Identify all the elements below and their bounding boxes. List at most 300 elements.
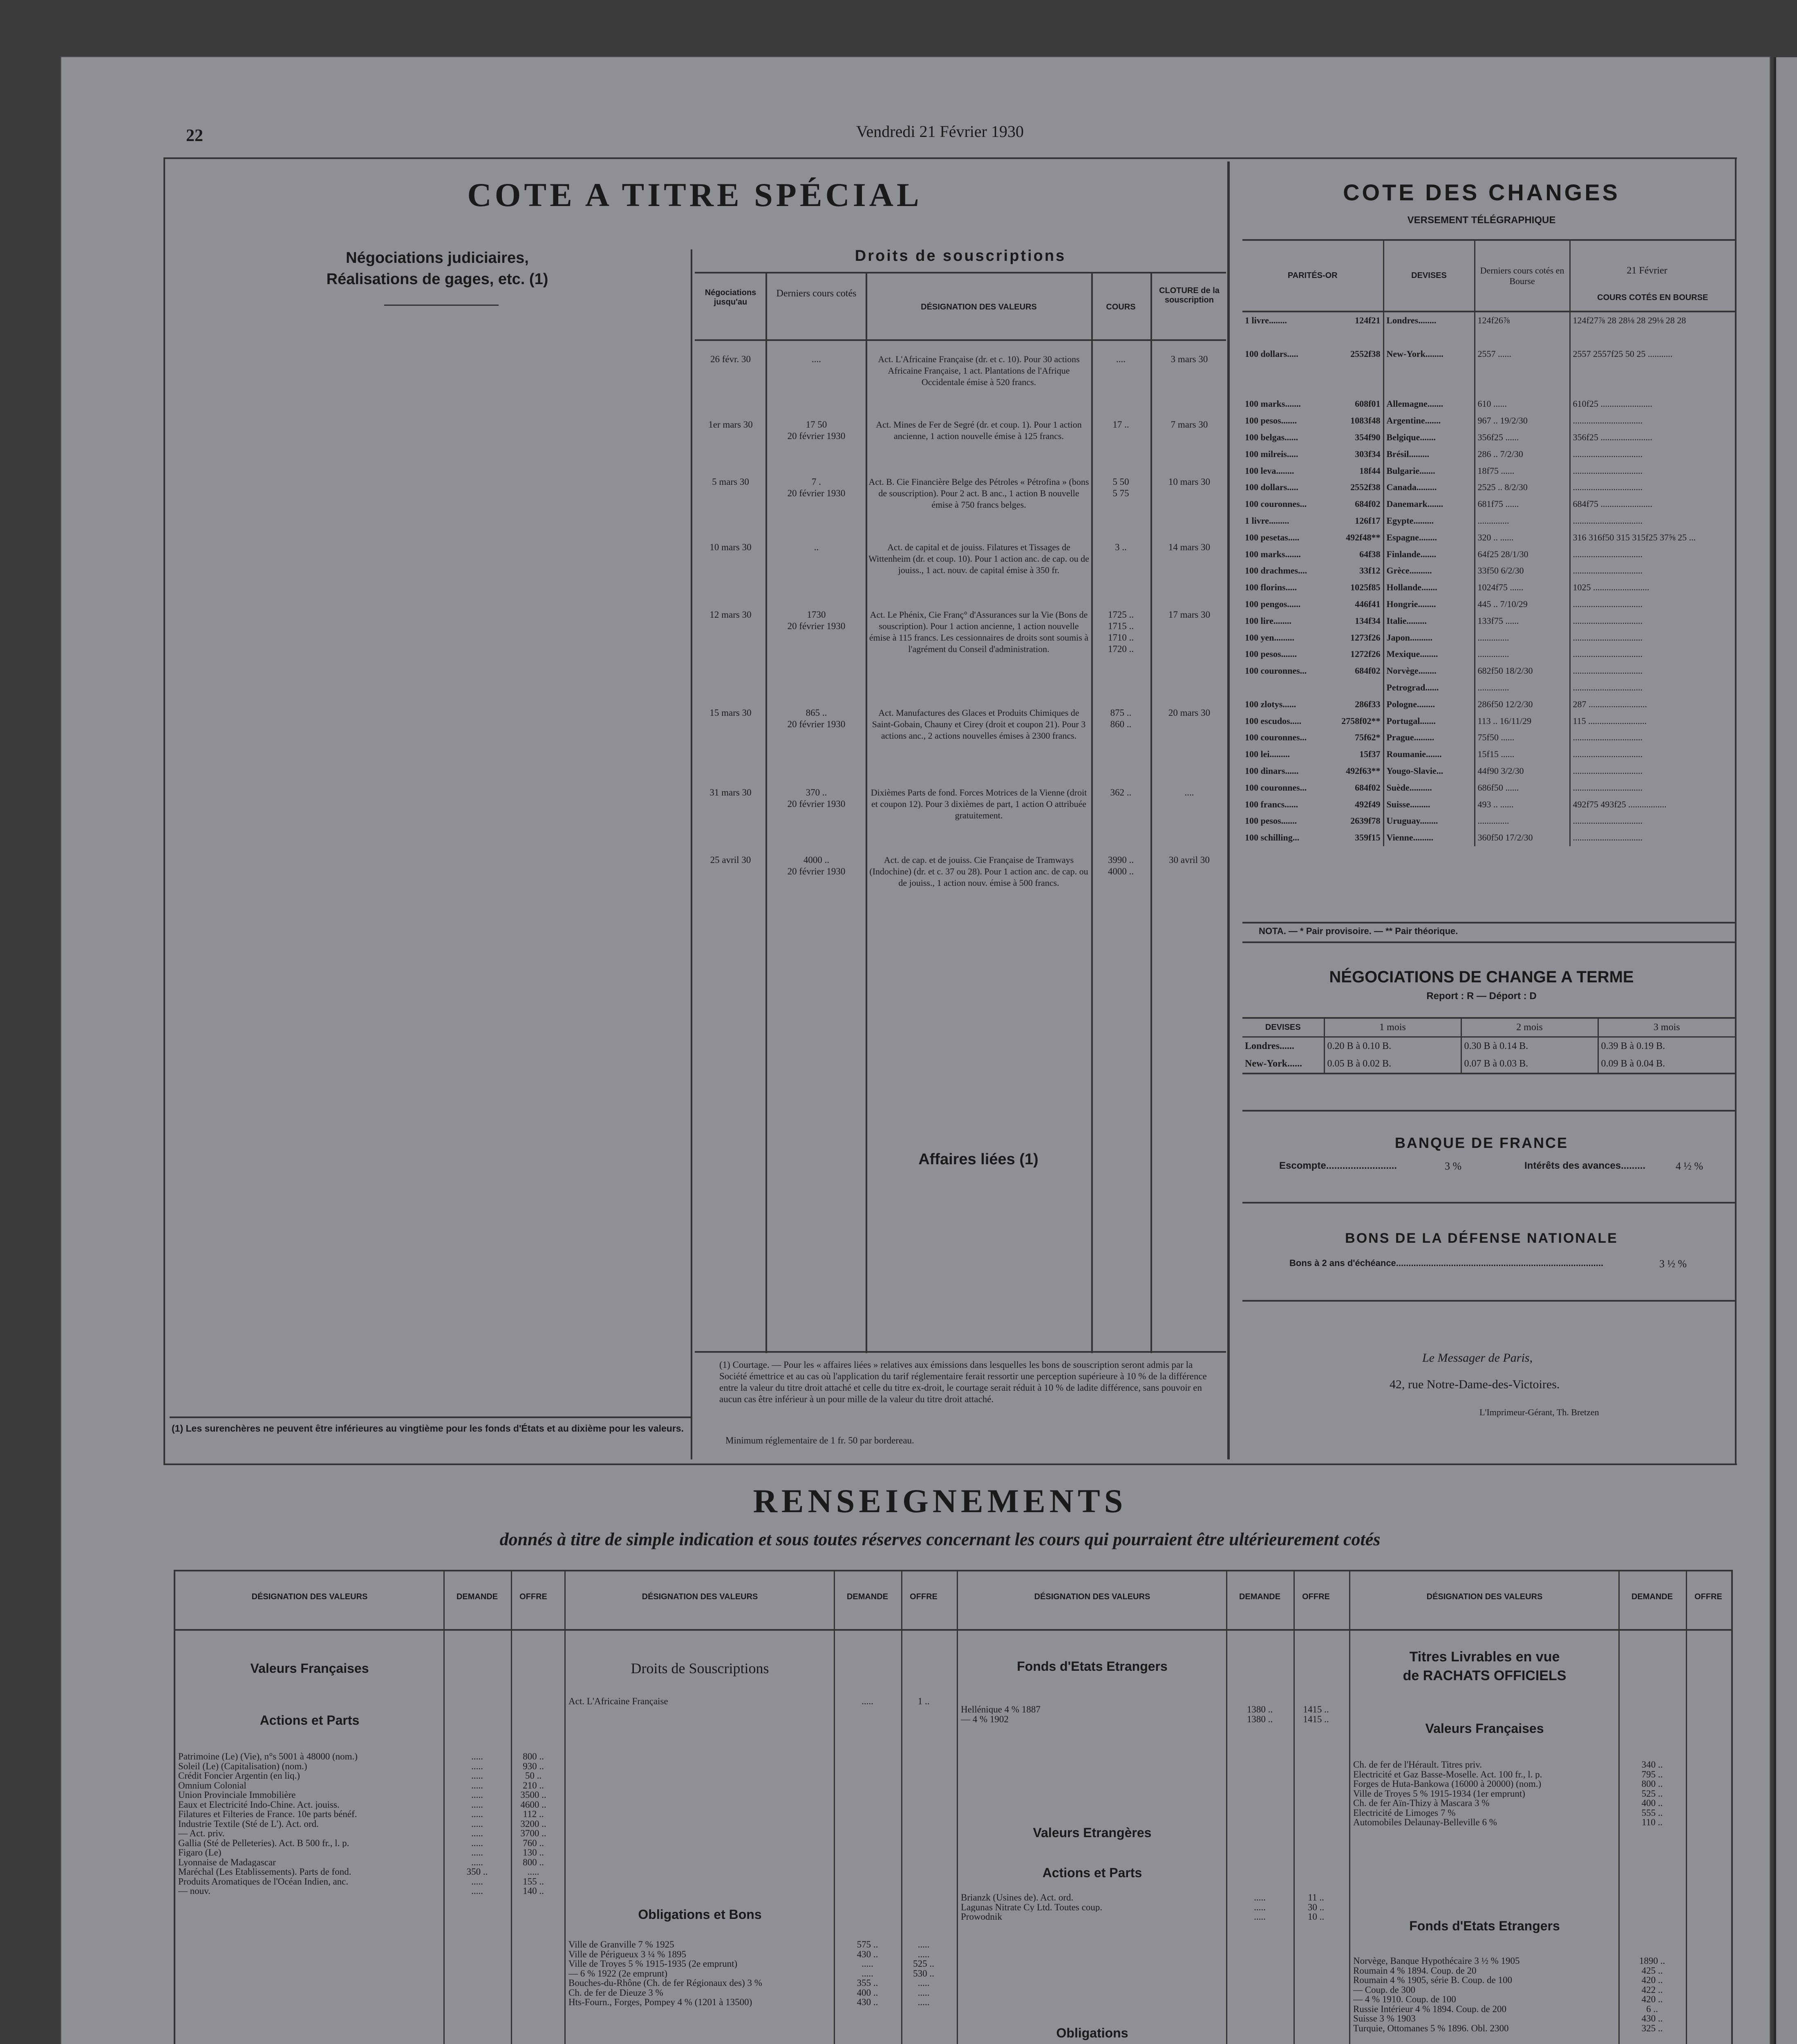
- terme-title: NÉGOCIATIONS DE CHANGE A TERME: [1329, 968, 1634, 986]
- rens1-row-demande: .....: [471, 1800, 483, 1809]
- currency-name: Vienne.........: [1383, 829, 1475, 846]
- changes-nota: NOTA. — * Pair provisoire. — ** Pair théorique.: [1259, 926, 1458, 936]
- rens1-row-demande: .....: [471, 1819, 483, 1829]
- quotes-today: ...............................: [1573, 782, 1643, 793]
- escompte-label: Escompte..........................: [1279, 1160, 1397, 1171]
- rens4a-row-name: Electricité et Gaz Basse-Moselle. Act. 100 fr., l. p.: [1353, 1769, 1542, 1779]
- judicial-heading-line1: Négociations judiciaires,: [346, 249, 529, 267]
- parity-unit: 100 pesos.......: [1245, 649, 1297, 659]
- droits-row-designation: Act. L'Africaine Française (dr. et c. 10). Pour 30 actions Africaine Française, 1 act. Plantations de l'Afrique Occidentale émise à 520 francs.: [878, 354, 1080, 387]
- last-quote: 15f15 ......: [1475, 746, 1570, 763]
- rens1-row-demande: .....: [471, 1771, 483, 1780]
- droits-row-last-price: ....: [812, 354, 821, 364]
- rens1-row-name: Gallia (Sté de Pelleteries). Act. B 500 fr., l. p.: [178, 1838, 349, 1848]
- droits-row-designation: Act. Le Phénix, Cie Franç° d'Assurances sur la Vie (Bons de souscription). Pour 1 action ancienne, 1 action nouvelle émise à 115 francs. Les cessionnaires de droits sont soumis à l'agrément du Conseil d'administration.: [869, 610, 1089, 654]
- quotes-today: ...............................: [1573, 816, 1643, 826]
- currency-name: Prague.........: [1383, 729, 1475, 746]
- changes-row: [1242, 529, 1735, 546]
- rens1-row-offre: 3200 ..: [520, 1819, 546, 1829]
- terme-col-1mois: 1 mois: [1324, 1018, 1461, 1037]
- droits-row-designation: Act. B. Cie Financière Belge des Pétroles « Pétrofina » (bons de souscription). Pour 2 act. B anc., 1 action B nouvelle émise à 750 francs belges.: [868, 477, 1089, 510]
- parity-unit: 100 pengos......: [1245, 598, 1301, 609]
- bons-title: BONS DE LA DÉFENSE NATIONALE: [1345, 1230, 1618, 1246]
- changes-row: [1242, 763, 1735, 780]
- currency-name: Egypte.........: [1383, 513, 1475, 529]
- changes-row: [1242, 629, 1735, 646]
- parity-value: 2639f78: [1350, 816, 1381, 826]
- currency-name: Bulgarie.......: [1383, 462, 1475, 479]
- parity-value: 1083f48: [1350, 415, 1381, 426]
- droits-row-date: 25 avril 30: [710, 855, 751, 865]
- parity-value: 608f01: [1355, 399, 1381, 409]
- changes-col-derniers: Derniers cours cotés en Bourse: [1475, 241, 1570, 312]
- terme-rate: 0.09 B à 0.04 B.: [1601, 1058, 1665, 1069]
- rens4a-row-name: Ch. de fer de l'Hérault. Titres priv.: [1353, 1760, 1482, 1769]
- rens-heading-valeurs-francaises: Valeurs Françaises: [250, 1661, 369, 1676]
- rens2b-row-name: Bouches-du-Rhône (Ch. de fer Régionaux des) 3 %: [568, 1978, 762, 1988]
- rens3a-row-offre: 1415 ..: [1303, 1705, 1329, 1714]
- rens3b-row-offre: 11 ..: [1308, 1893, 1324, 1902]
- parity-value: 492f63**: [1346, 765, 1381, 776]
- affaires-liees-heading: Affaires liées (1): [918, 1151, 1038, 1168]
- changes-date-label: 21 Février: [1627, 265, 1667, 276]
- imprint-line2: 42, rue Notre-Dame-des-Victoires.: [1390, 1378, 1560, 1391]
- changes-row: [1242, 813, 1735, 829]
- changes-row: [1242, 696, 1735, 713]
- last-quote: ..............: [1475, 629, 1570, 646]
- rens-heading-actions-parts: Actions et Parts: [260, 1713, 360, 1728]
- changes-rule-bottom: [1242, 922, 1735, 923]
- terme-rate: 0.05 B à 0.02 B.: [1324, 1055, 1461, 1074]
- last-quote: ..............: [1475, 646, 1570, 663]
- changes-row: [1242, 312, 1735, 329]
- droits-row-cloture: 3 mars 30: [1170, 354, 1208, 364]
- left-frame-line: [163, 157, 165, 1464]
- rens4b-row-demande: 325 ..: [1641, 2023, 1663, 2033]
- quotes-today: ...............................: [1573, 682, 1643, 693]
- rens-col-designation: DÉSIGNATION DES VALEURS: [1426, 1592, 1543, 1601]
- quotes-today: [1570, 379, 1735, 396]
- rens4b-row-name: — 4 % 1910. Coup. de 100: [1353, 1995, 1456, 2004]
- banque-rule-top: [1242, 1110, 1735, 1112]
- droits-row-last-price: 17 50 20 février 1930: [787, 419, 846, 441]
- rens1-row-demande: .....: [471, 1761, 483, 1771]
- rens2b-row-offre: .....: [918, 1940, 930, 1949]
- rens3b-row-demande: .....: [1254, 1912, 1266, 1921]
- last-quote: 682f50 18/2/30: [1475, 663, 1570, 679]
- changes-separator: [1227, 161, 1230, 1459]
- rens1-row-demande: .....: [471, 1780, 483, 1790]
- droits-rule-header: [695, 339, 1226, 341]
- courtage-minimum: Minimum réglementaire de 1 fr. 50 par bordereau.: [725, 1435, 914, 1446]
- parity-unit: 100 marks.......: [1245, 399, 1301, 409]
- rens4a-row-name: Ville de Troyes 5 % 1915-1934 (1er emprunt): [1353, 1788, 1525, 1798]
- rens1-row-demande: .....: [471, 1876, 483, 1886]
- last-quote: 681f75 ......: [1475, 496, 1570, 513]
- rens4a-row-demande: 795 ..: [1641, 1769, 1663, 1779]
- rens2a-row-name: Act. L'Africaine Française: [568, 1697, 668, 1706]
- rens1-row-offre: 3500 ..: [520, 1790, 546, 1800]
- terme-table-wrap: [1242, 1017, 1735, 1074]
- changes-row: [1242, 746, 1735, 763]
- rens1-row-offre: 800 ..: [523, 1752, 544, 1761]
- section-rule: [163, 1464, 1737, 1465]
- last-quote: ..............: [1475, 513, 1570, 529]
- terme-row: [1242, 1055, 1735, 1074]
- rens2b-row-demande: 400 ..: [857, 1988, 878, 1997]
- rens2b-row-demande: 430 ..: [857, 1997, 878, 2007]
- changes-row: [1242, 796, 1735, 813]
- changes-row: [1242, 563, 1735, 579]
- last-quote: 493 .. ......: [1475, 796, 1570, 813]
- rens3b-row-offre: 30 ..: [1307, 1902, 1325, 1912]
- rens4b-row-name: Roumain 4 % 1894. Coup. de 20: [1353, 1966, 1477, 1975]
- parity-value: 1273f26: [1350, 632, 1381, 643]
- droits-rule-top: [695, 272, 1226, 273]
- rens-sep-column: [564, 1570, 566, 2044]
- terme-rate: 0.39 B à 0.19 B.: [1601, 1041, 1665, 1051]
- rens2b-row-demande: 430 ..: [857, 1949, 878, 1959]
- quotes-today: ...............................: [1573, 749, 1643, 760]
- changes-col-parites: PARITÉS-OR: [1242, 241, 1383, 312]
- changes-row: [1242, 663, 1735, 679]
- parity-value: 2758f02**: [1341, 715, 1381, 726]
- rens1-row-name: Lyonnaise de Madagascar: [178, 1857, 276, 1867]
- rens1-row-name: Union Provinciale Immobilière: [178, 1790, 296, 1800]
- rens1-row-offre: 760 ..: [523, 1838, 544, 1848]
- quotes-today: ...............................: [1573, 515, 1643, 526]
- parity-unit: 100 couronnes...: [1245, 782, 1307, 793]
- droits-row-last-price: ..: [814, 542, 819, 552]
- droits-col-sep-2: [866, 272, 867, 1353]
- rens-heading-rachats: Titres Livrables en vue de RACHATS OFFICIELS: [1403, 1649, 1567, 1683]
- quotes-today: ...............................: [1573, 482, 1643, 493]
- rens3a-row-demande: 1380 ..: [1246, 1705, 1273, 1714]
- parity-unit: 100 schilling...: [1245, 832, 1300, 843]
- rens1-row-name: Patrimoine (Le) (Vie), n°s 5001 à 48000 (nom.): [178, 1752, 358, 1761]
- judicial-heading: [213, 247, 662, 290]
- last-quote: ..............: [1475, 679, 1570, 696]
- terme-col-3mois: 3 mois: [1653, 1022, 1680, 1033]
- page-number: 22: [186, 126, 203, 145]
- quotes-today: ...............................: [1573, 465, 1643, 476]
- rens1-row-demande: .....: [471, 1829, 483, 1838]
- droits-row-date: 12 mars 30: [709, 610, 752, 620]
- rens-heading-valeurs-francaises-2: Valeurs Françaises: [1425, 1721, 1544, 1736]
- rens1-row-name: — Act. priv.: [178, 1829, 225, 1838]
- changes-row: [1242, 346, 1735, 363]
- changes-subtitle: VERSEMENT TÉLÉGRAPHIQUE: [1407, 215, 1556, 226]
- currency-name: Pologne........: [1383, 696, 1475, 713]
- parity-unit: 100 yen.........: [1245, 632, 1294, 643]
- droits-row-cloture: 17 mars 30: [1168, 610, 1211, 620]
- currency-name: Hongrie........: [1383, 596, 1475, 613]
- terme-row: [1242, 1037, 1735, 1056]
- droits-row-cloture: 10 mars 30: [1168, 477, 1211, 487]
- rens-col-demande: DEMANDE: [1239, 1592, 1281, 1601]
- currency-name: Belgique.......: [1383, 429, 1475, 446]
- quotes-today: ...............................: [1573, 415, 1643, 426]
- quotes-today: ...............................: [1573, 448, 1643, 459]
- rens-heading-droits: Droits de Souscriptions: [631, 1660, 769, 1676]
- rens2b-row-name: Ville de Granville 7 % 1925: [568, 1940, 674, 1949]
- quotes-today: 610f25 .......................: [1573, 399, 1652, 409]
- droits-row-designation: Act. de capital et de jouiss. Filatures et Tissages de Wittenheim (dr. et coup. 10). Pour 1 action anc. de cap. ou de jouiss., 1 act. nouv. de capital émise à 350 fr.: [868, 542, 1089, 575]
- rens1-row-demande: 350 ..: [466, 1867, 488, 1876]
- droits-row-cloture: 30 avril 30: [1169, 855, 1210, 865]
- droits-row-cours: 3990 .. 4000 ..: [1108, 855, 1134, 876]
- rens3b-row-demande: .....: [1254, 1893, 1266, 1902]
- last-quote: 360f50 17/2/30: [1475, 829, 1570, 846]
- rens-sep-offre: [1293, 1570, 1295, 2044]
- rens-col-offre: OFFRE: [910, 1592, 938, 1601]
- rens1-row-name: Filatures et Filteries de France. 10e parts bénéf.: [178, 1809, 357, 1819]
- changes-row: [1242, 646, 1735, 663]
- rens-col-demande: DEMANDE: [846, 1592, 888, 1601]
- rens1-row-name: Maréchal (Les Etablissements). Parts de fond.: [178, 1867, 351, 1876]
- rens-sep-offre: [1686, 1570, 1687, 2044]
- rens-heading-obligations-bons: Obligations et Bons: [638, 1907, 762, 1922]
- parity-value: 18f44: [1359, 465, 1381, 476]
- left-column-separator: [691, 249, 692, 1459]
- parity-unit: 100 drachmes....: [1245, 565, 1307, 576]
- rens-heading-obligations: Obligations: [1056, 2026, 1128, 2040]
- rens1-row-demande: .....: [471, 1752, 483, 1761]
- rens1-row-name: Crédit Foncier Argentin (en liq.): [178, 1771, 300, 1780]
- rens1-row-offre: 50 ..: [525, 1771, 542, 1780]
- rens4b-row-name: Suisse 3 % 1903: [1353, 2014, 1416, 2023]
- currency-name: Portugal.......: [1383, 713, 1475, 729]
- last-quote: 2557 ......: [1475, 346, 1570, 363]
- quotes-today: 115 ..........................: [1573, 715, 1647, 726]
- parity-unit: 100 marks.......: [1245, 549, 1301, 559]
- parity-unit: 1 livre........: [1245, 315, 1287, 326]
- droits-rule-bottom: [695, 1351, 1226, 1353]
- col-cloture: CLOTURE de la souscription: [1159, 286, 1220, 305]
- rens-col-designation: DÉSIGNATION DES VALEURS: [642, 1592, 758, 1601]
- quotes-today: 316 316f50 315 315f25 37⅝ 25 ...: [1573, 532, 1696, 542]
- droits-row-cours: 3 ..: [1115, 542, 1127, 552]
- changes-row: [1242, 596, 1735, 613]
- terme-rate: 0.20 B à 0.10 B.: [1324, 1037, 1461, 1056]
- page-date: Vendredi 21 Février 1930: [856, 122, 1024, 141]
- rens-heading-fonds-etats-2: Fonds d'Etats Etrangers: [1409, 1918, 1560, 1933]
- quotes-today: ...............................: [1573, 832, 1643, 843]
- rens-col-designation: DÉSIGNATION DES VALEURS: [1034, 1592, 1150, 1601]
- droits-row-cours: 1725 .. 1715 .. 1710 .. 1720 ..: [1108, 610, 1134, 654]
- currency-name: Uruguay........: [1383, 813, 1475, 829]
- droits-row-designation: Act. de cap. et de jouiss. Cie Française de Tramways (Indochine) (dr. et c. 37 ou 28). Pour 1 action anc. de cap. ou de jouiss., 1 action nouv. émise à 500 francs.: [869, 855, 1088, 888]
- quotes-today: [1570, 329, 1735, 346]
- parity-value: 124f21: [1355, 315, 1381, 326]
- currency-name: Roumanie.......: [1383, 746, 1475, 763]
- last-quote: 356f25 ......: [1475, 429, 1570, 446]
- rens2b-row-demande: .....: [862, 1968, 873, 1978]
- last-quote: ..............: [1475, 813, 1570, 829]
- currency-name: Norvège........: [1383, 663, 1475, 679]
- parity-value: 684f02: [1355, 499, 1381, 509]
- rens1-row-offre: 930 ..: [523, 1761, 544, 1771]
- rens2b-row-offre: .....: [918, 1997, 930, 2007]
- banque-title: BANQUE DE FRANCE: [1394, 1134, 1568, 1151]
- currency-name: Argentine.......: [1383, 412, 1475, 429]
- last-quote: 320 .. ......: [1475, 529, 1570, 546]
- rens1-row-demande: .....: [471, 1790, 483, 1800]
- rens3b-row-offre: 10 ..: [1307, 1912, 1325, 1921]
- quotes-today: ...............................: [1573, 615, 1643, 626]
- currency-name: Mexique........: [1383, 646, 1475, 663]
- last-quote: [1475, 362, 1570, 379]
- droits-row-cours: 362 ..: [1110, 787, 1132, 798]
- rens1-row-name: Eaux et Electricité Indo-Chine. Act. jouiss.: [178, 1800, 340, 1809]
- parity-value: 684f02: [1355, 782, 1381, 793]
- last-quote: 286 .. 7/2/30: [1475, 446, 1570, 462]
- changes-table: [1242, 241, 1735, 846]
- rens-col-offre: OFFRE: [1302, 1592, 1330, 1601]
- changes-row: [1242, 496, 1735, 513]
- rens1-row-offre: 155 ..: [523, 1876, 544, 1886]
- rens3a-row-name: Hellénique 4 % 1887: [961, 1705, 1041, 1714]
- droits-row-designation: Act. Manufactures des Glaces et Produits Chimiques de Saint-Gobain, Chauny et Cirey (droit et coupon 21). Pour 3 actions anc., 2 actions nouvelles émises à 2300 francs.: [872, 708, 1086, 741]
- droits-row-cours: 875 .. 860 ..: [1110, 708, 1132, 729]
- parity-unit: 100 pesos.......: [1245, 415, 1297, 426]
- droits-row-last-price: 4000 .. 20 février 1930: [787, 855, 846, 876]
- top-rule: [163, 157, 1737, 159]
- droits-row-last-price: 7 . 20 février 1930: [787, 477, 846, 498]
- parity-value: 33f12: [1359, 565, 1381, 576]
- parity-value: 359f15: [1355, 832, 1381, 843]
- rens1-row-name: — nouv.: [178, 1886, 211, 1896]
- rens1-row-name: Produits Aromatiques de l'Océan Indien, anc.: [178, 1876, 349, 1886]
- col-derniers: Derniers cours cotés: [776, 288, 857, 299]
- droits-row-cours: 17 ..: [1112, 419, 1129, 430]
- parity-value: 2552f38: [1350, 482, 1381, 493]
- last-quote: 610 ......: [1475, 396, 1570, 412]
- changes-table-wrap: [1242, 239, 1735, 846]
- currency-name: Espagne........: [1383, 529, 1475, 546]
- quotes-today: 356f25 .......................: [1573, 432, 1652, 442]
- imprint-line1: Le Messager de Paris,: [1422, 1351, 1533, 1365]
- terme-col-2mois: 2 mois: [1461, 1018, 1598, 1037]
- quotes-today: 124f27⅞ 28 28⅛ 28 29⅛ 28 28: [1573, 315, 1686, 326]
- rens4b-row-name: — Coup. de 300: [1353, 1985, 1416, 1995]
- rens1-row-name: Figaro (Le): [178, 1848, 222, 1857]
- droits-title: Droits de souscriptions: [855, 247, 1066, 264]
- rens-heading-valeurs-etrangeres: Valeurs Etrangères: [1033, 1825, 1152, 1840]
- rens2b-row-name: Hts-Fourn., Forges, Pompey 4 % (1201 à 13500): [568, 1997, 752, 2007]
- quotes-today: ...............................: [1573, 649, 1643, 659]
- droits-row-date: 5 mars 30: [712, 477, 749, 487]
- currency-name: [1383, 379, 1475, 396]
- last-quote: [1475, 329, 1570, 346]
- rens2b-row-offre: .....: [918, 1988, 930, 1997]
- rens4b-row-name: Roumain 4 % 1905, série B. Coup. de 100: [1353, 1975, 1513, 1985]
- currency-name: [1383, 362, 1475, 379]
- rens4b-row-demande: 430 ..: [1641, 2014, 1663, 2023]
- rens4a-row-name: Ch. de fer Aïn-Thizy à Mascara 3 %: [1353, 1798, 1490, 1808]
- rens1-row-name: Industrie Textile (Sté de L'). Act. ord.: [178, 1819, 319, 1829]
- rens-heading-actions-parts-2: Actions et Parts: [1042, 1865, 1142, 1880]
- changes-col-cours: COURS COTÉS EN BOURSE: [1570, 241, 1735, 312]
- banque-rule-bottom: [1242, 1202, 1735, 1204]
- currency-name: New-York........: [1383, 346, 1475, 363]
- droits-row-date: 10 mars 30: [709, 542, 752, 552]
- currency-name: Suède..........: [1383, 779, 1475, 796]
- last-quote: 64f25 28/1/30: [1475, 546, 1570, 563]
- escompte-value: 3 %: [1445, 1160, 1462, 1172]
- avances-value: 4 ½ %: [1676, 1160, 1703, 1172]
- judicial-heading-line2: Réalisations de gages, etc. (1): [326, 271, 548, 288]
- currency-name: Hollande.......: [1383, 579, 1475, 596]
- droits-row-cloture: 7 mars 30: [1170, 419, 1208, 430]
- quotes-today: [1570, 362, 1735, 379]
- parity-unit: 100 leva........: [1245, 465, 1294, 476]
- rens3b-row-name: Lagunas Nitrate Cy Ltd. Toutes coup.: [961, 1902, 1103, 1912]
- changes-row: [1242, 446, 1735, 462]
- rens-col-demande: DEMANDE: [1631, 1592, 1673, 1601]
- rens-sep-column: [1349, 1570, 1350, 2044]
- last-quote: [1475, 379, 1570, 396]
- currency-name: Allemagne.......: [1383, 396, 1475, 412]
- terme-currency: New-York......: [1242, 1055, 1324, 1074]
- right-frame-line: [1735, 157, 1737, 1464]
- changes-row: [1242, 396, 1735, 412]
- parity-value: 2552f38: [1350, 348, 1381, 359]
- last-quote: 33f50 6/2/30: [1475, 563, 1570, 579]
- parity-unit: 100 milreis.....: [1245, 448, 1298, 459]
- terme-currency: Londres......: [1242, 1037, 1324, 1056]
- rens1-row-demande: .....: [471, 1857, 483, 1867]
- last-quote: 1024f75 ......: [1475, 579, 1570, 596]
- parity-value: 126f17: [1355, 515, 1381, 526]
- rens1-row-demande: .....: [471, 1838, 483, 1848]
- droits-row-cloture: ....: [1184, 787, 1194, 798]
- currency-name: Londres........: [1383, 312, 1475, 329]
- quotes-today: 492f75 493f25 .................: [1573, 799, 1667, 809]
- currency-name: Yougo-Slavie...: [1383, 763, 1475, 780]
- changes-row: [1242, 412, 1735, 429]
- rens-sep-column: [957, 1570, 958, 2044]
- rens1-row-demande: .....: [471, 1886, 483, 1896]
- last-quote: 2525 .. 8/2/30: [1475, 479, 1570, 496]
- rens2b-row-offre: 530 ..: [913, 1968, 934, 1978]
- changes-col-devises: DEVISES: [1383, 241, 1475, 312]
- parity-value: 1272f26: [1350, 649, 1381, 659]
- parity-value: 684f02: [1355, 666, 1381, 676]
- droits-col-sep-3: [1091, 272, 1093, 1353]
- droits-row-last-price: 865 .. 20 février 1930: [787, 708, 846, 729]
- rens-heading-fonds-etats: Fonds d'Etats Etrangers: [1017, 1659, 1168, 1674]
- surencheres-footnote: (1) Les surenchères ne peuvent être inférieures au vingtième pour les fonds d'États et au dixième pour les valeurs.: [172, 1423, 684, 1434]
- parity-value: 492f49: [1355, 799, 1381, 809]
- last-quote: 967 .. 19/2/30: [1475, 412, 1570, 429]
- rens-col-offre: OFFRE: [519, 1592, 547, 1601]
- parity-value: 354f90: [1355, 432, 1381, 442]
- quotes-today: ...............................: [1573, 565, 1643, 576]
- droits-row-date: 15 mars 30: [709, 708, 752, 718]
- rens-col-offre: OFFRE: [1694, 1592, 1722, 1601]
- rens3b-row-name: Brianzk (Usines de). Act. ord.: [961, 1893, 1074, 1902]
- rens2b-row-demande: .....: [862, 1959, 873, 1968]
- parity-value: 286f33: [1355, 699, 1381, 709]
- changes-row: [1242, 462, 1735, 479]
- rens1-row-offre: 210 ..: [523, 1780, 544, 1790]
- last-quote: 18f75 ......: [1475, 462, 1570, 479]
- rens3a-row-demande: 1380 ..: [1246, 1714, 1273, 1724]
- left-footnote-rule: [170, 1416, 691, 1418]
- quotes-today: 684f75 .......................: [1573, 499, 1652, 509]
- droits-row-date: 1er mars 30: [708, 419, 753, 430]
